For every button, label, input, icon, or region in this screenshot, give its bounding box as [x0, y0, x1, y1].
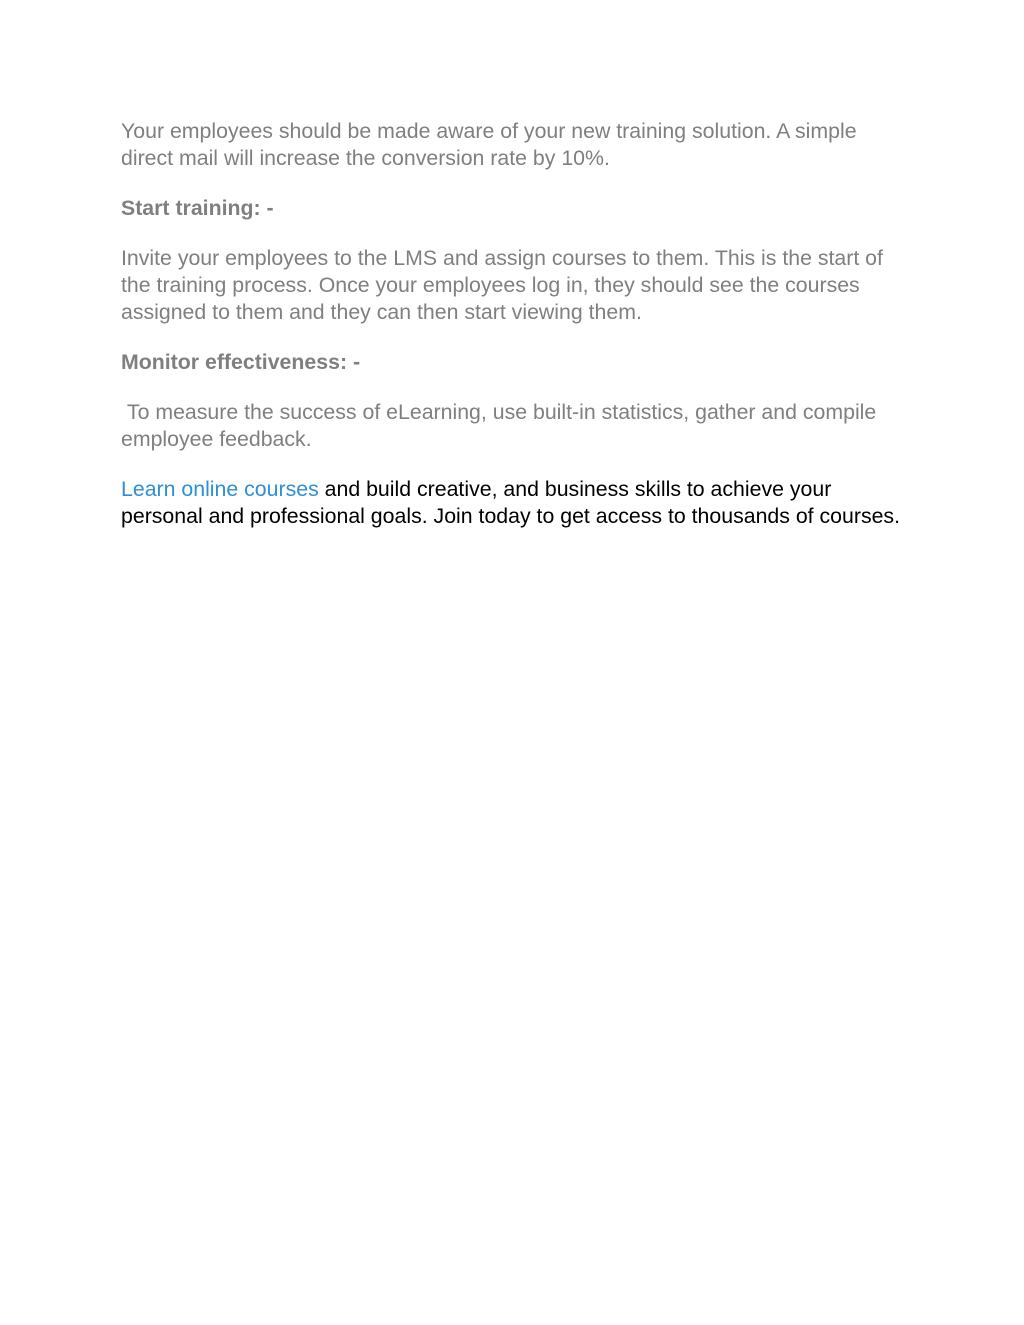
monitor-effectiveness-paragraph: To measure the success of eLearning, use built-in statistics, gather and compile employee feedback.	[121, 400, 883, 451]
start-training-paragraph: Invite your employees to the LMS and assign courses to them. This is the start of the training process. Once your employees log in, they should see the courses assigned to them and they can then start viewing them.	[121, 246, 883, 324]
start-training-heading: Start training: -	[121, 196, 274, 220]
monitor-effectiveness-heading: Monitor effectiveness: -	[121, 350, 361, 374]
call-to-action-paragraph	[121, 476, 911, 530]
document-page	[121, 118, 911, 530]
call-to-action-text: and build creative, and business skills to achieve your personal and professional goals. Join today to get access to thousands of courses.	[121, 477, 901, 528]
learn-online-courses-link[interactable]: Learn online courses	[121, 477, 319, 501]
intro-paragraph: Your employees should be made aware of your new training solution. A simple direct mail will increase the conversion rate by 10%.	[121, 119, 857, 170]
